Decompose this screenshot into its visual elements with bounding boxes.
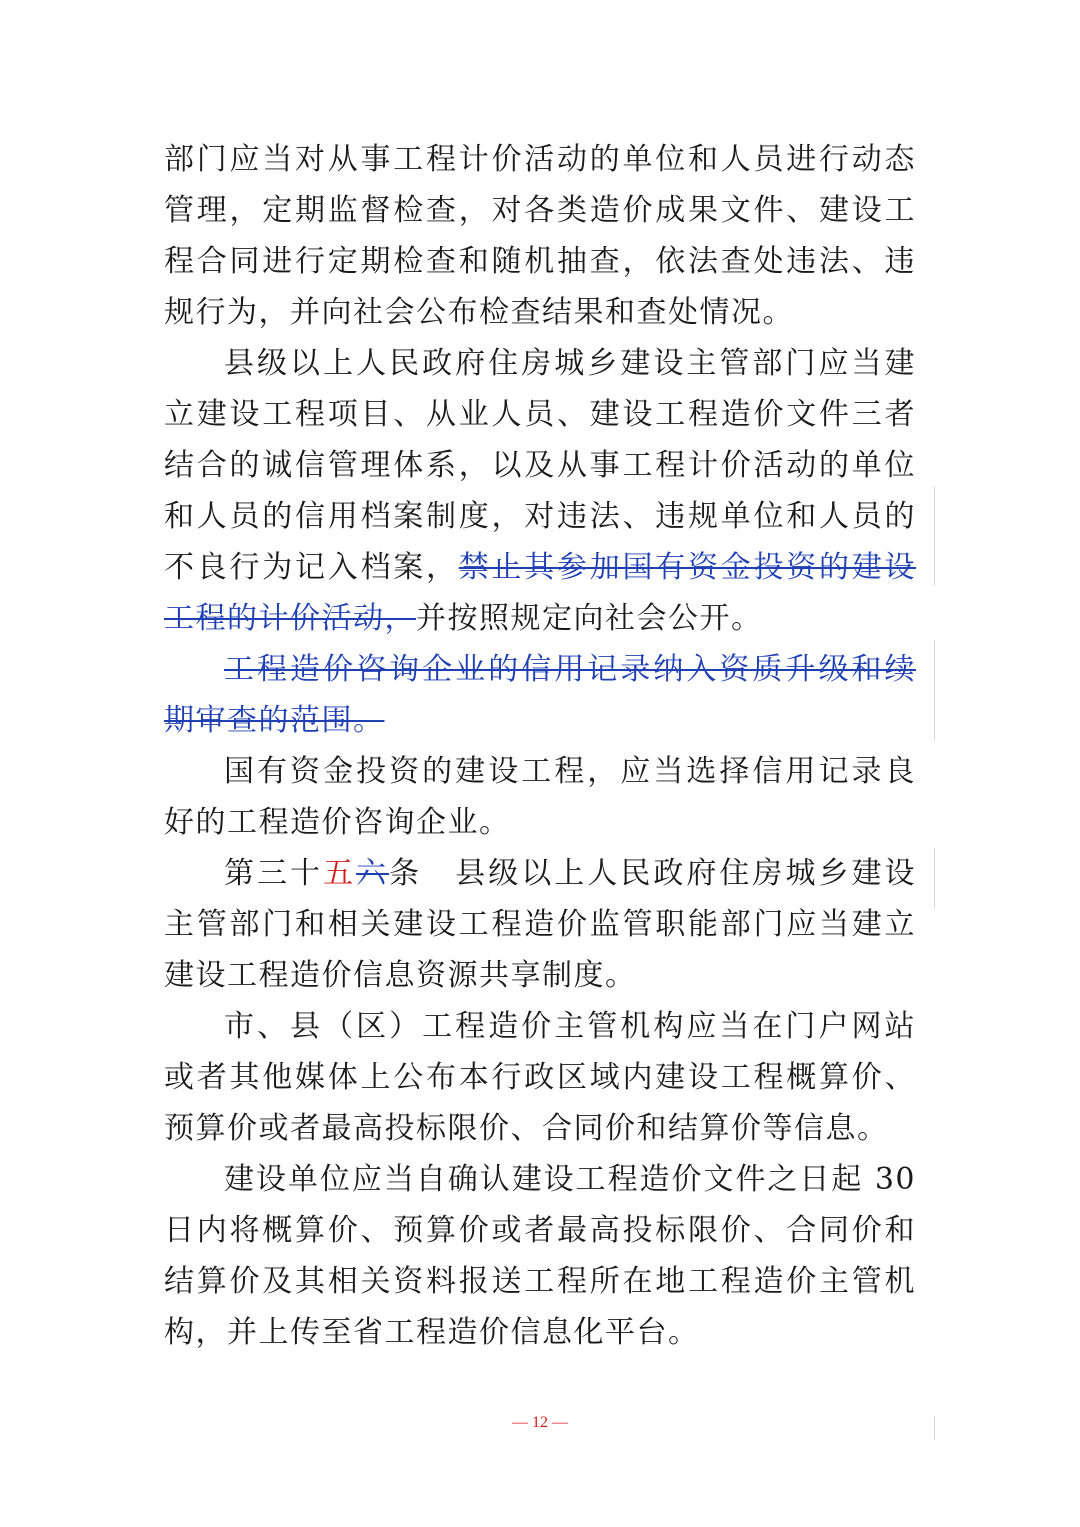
article-body: 条 县级以上人民政府住房城乡建设主管部门和相关建设工程造价监管职能部门应当建立建设工程造价信息资源共享制度。 bbox=[164, 856, 917, 993]
document-body bbox=[164, 134, 916, 1358]
margin-rule bbox=[934, 848, 935, 908]
paragraph-2-tail: 并按照规定向社会公开。 bbox=[416, 601, 763, 636]
margin-rule bbox=[934, 486, 935, 586]
paragraph-7: 建设单位应当自确认建设工程造价文件之日起 30 日内将概算价、预算价或者最高投标限价、合同价和结算价及其相关资料报送工程所在地工程造价主管机构，并上传至省工程造价信息化平台。 bbox=[164, 1162, 916, 1350]
article-35 bbox=[164, 848, 916, 1001]
margin-rule bbox=[934, 640, 935, 740]
deleted-text: 工程造价咨询企业的信用记录纳入资质升级和续期审查的范围。 bbox=[164, 652, 916, 738]
paragraph-6: 市、县（区）工程造价主管机构应当在门户网站或者其他媒体上公布本行政区域内建设工程概算价、预算价或者最高投标限价、合同价和结算价等信息。 bbox=[164, 1009, 916, 1146]
deleted-text: 禁止其参加国有资金投资的建设工程的计价活动， bbox=[164, 550, 916, 636]
paragraph-1: 部门应当对从事工程计价活动的单位和人员进行动态管理，定期监督检查，对各类造价成果文件、建设工程合同进行定期检查和随机抽查，依法查处违法、违规行为，并向社会公布检查结果和查处情况。 bbox=[164, 142, 916, 330]
deleted-digit: 六 bbox=[356, 856, 390, 891]
paragraph-2-text: 县级以上人民政府住房城乡建设主管部门应当建立建设工程项目、从业人员、建设工程造价文件三者结合的诚信管理体系，以及从事工程计价活动的单位和人员的信用档案制度，对违法、违规单位和人员的不良行为记入档案， bbox=[164, 346, 916, 585]
paragraph-3-deleted bbox=[164, 644, 916, 746]
paragraph-4: 国有资金投资的建设工程，应当选择信用记录良好的工程造价咨询企业。 bbox=[164, 754, 916, 840]
page-number: — 12 — bbox=[512, 1414, 568, 1431]
inserted-digit: 五 bbox=[323, 856, 357, 891]
paragraph-2 bbox=[164, 338, 916, 644]
article-prefix: 第三十 bbox=[224, 856, 324, 891]
